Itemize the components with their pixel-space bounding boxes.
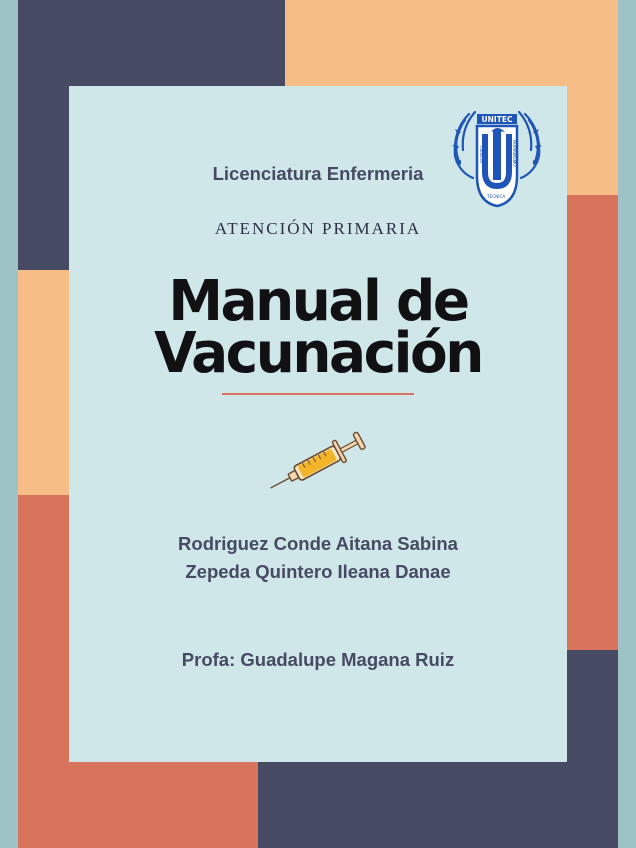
unitec-logo [447, 106, 547, 216]
background-block-coral-right [566, 195, 618, 650]
svg-text:UNITEC: UNITEC [481, 115, 513, 124]
document-title [74, 269, 562, 386]
svg-text:HUMANISMO: HUMANISMO [512, 140, 517, 167]
title-underline [222, 393, 414, 395]
syringe-icon [261, 422, 377, 498]
author-name: Zepeda Quintero Ileana Danae [185, 561, 451, 582]
author-list [69, 530, 567, 586]
teacher-name: Profa: Guadalupe Magana Ruiz [181, 649, 455, 670]
cover-card [69, 86, 567, 762]
degree-program: Licenciatura Enfermeria [212, 163, 424, 184]
title-line-1: Manual de [168, 269, 468, 334]
title-line-2: Vacunación [154, 321, 482, 386]
svg-text:TÉCNICA: TÉCNICA [487, 194, 506, 199]
svg-text:CIENCIA: CIENCIA [479, 146, 484, 163]
subject-heading: ATENCIÓN PRIMARIA [214, 219, 422, 238]
author-name: Rodriguez Conde Aitana Sabina [178, 533, 458, 554]
background-block-peach-left [18, 270, 70, 495]
